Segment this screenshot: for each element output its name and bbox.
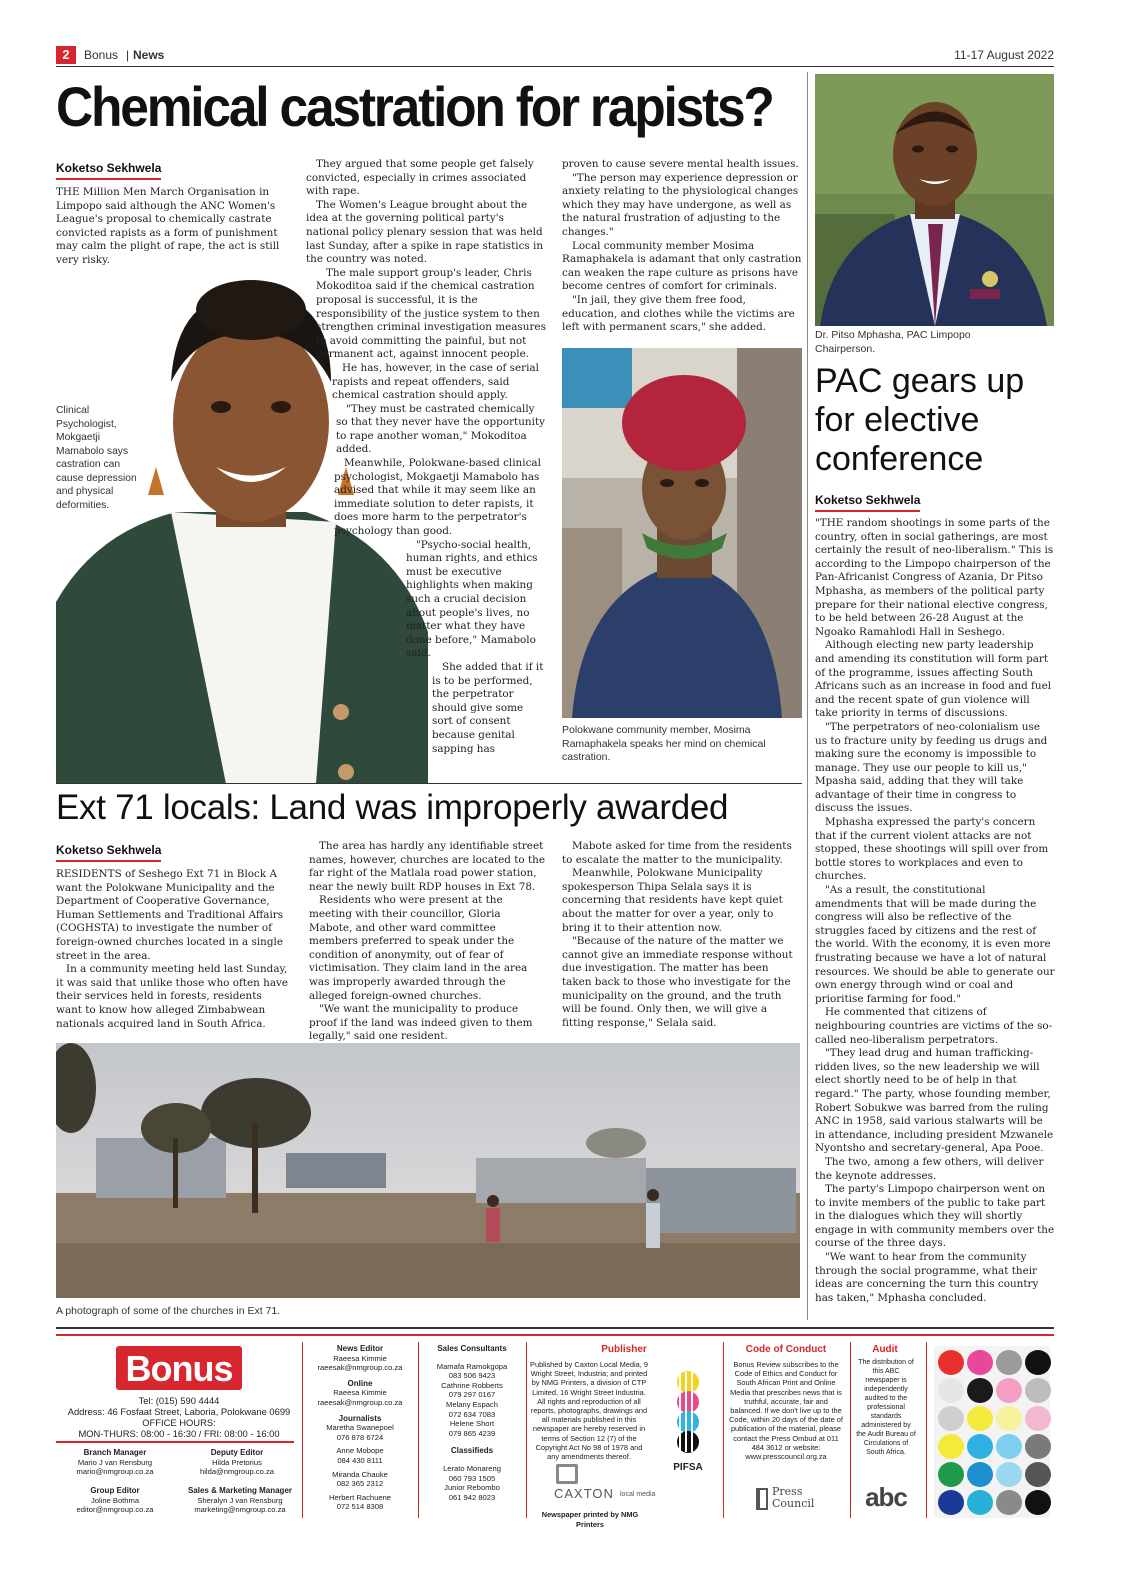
footer-divider-2 [418,1342,419,1518]
footer-logo-text: Bonus [125,1348,233,1389]
story3-p6: He commented that citizens of neighbouring countries are victims of the so-called neo-liberalism perpetrators. [815,1006,1053,1046]
story3-p7: "They lead drug and human trafficking-ridden lives, so the new leadership we will elect shortly need to be of help in that regard." The party, whose founding member, Robert Sobukwe was barred from the ruling ANC in 1958, said various stalwarts will be in attendance, including president Mzwanele Nyontsho and secretary-general, Apa Pooe. [815,1047,1054,1155]
story2-col3-p3: "Because of the nature of the matter we cannot give an immediate response without due investigation. The matter has been taken back to those who investigate for the municipality on the ground, and the truth will be found. Only then, we will give a fitting response," Selala said. [562,935,793,1029]
sales-name: Cathrine Robberts [441,1380,503,1390]
conduct-label: Code of Conduct [745,1344,827,1355]
story2-headline: Ext 71 locals: Land was improperly awarded [56,788,729,827]
online-email[interactable]: raeesak@nmgroup.co.za [317,1397,403,1407]
story3-p9: The party's Limpopo chairperson went on to invite members of the public to take part in the dialogues which they will shortly engage in with community members over the course of the three days. [815,1183,1055,1250]
story2-byline-wrap [56,839,161,862]
color-swatch [938,1490,964,1515]
story-divider [56,783,802,784]
sales-marketing-label: Sales & Marketing Manager [187,1486,293,1495]
deputy-editor-email[interactable]: hilda@nmgroup.co.za [200,1467,274,1477]
color-swatch [1025,1434,1051,1459]
footer-top-rule [56,1327,1054,1329]
story2-col2-p3: "We want the municipality to produce proof if the land was indeed given to them legally," said one resident. [309,1003,533,1043]
color-swatches [934,1346,1050,1518]
color-swatch [1025,1378,1051,1403]
story2-col3-p2: Meanwhile, Polokwane Municipality spokesperson Thipa Selala says it is concerning that residents have kept quiet about the matter for over a year, only to bring it to their attention now. [562,867,783,934]
story1-byline: Koketso Sekhwela [56,161,161,180]
classifieds-label: Classifieds [450,1446,494,1456]
story1-col2-p1: They argued that some people get falsely convicted, especially in crimes associated with rape. [306,158,534,198]
story3-byline-wrap [815,489,920,512]
abc-logo: abc [865,1482,907,1512]
publisher-label: Publisher [601,1344,647,1355]
color-swatch [1025,1462,1051,1487]
pifsa-logo-mark [664,1370,712,1456]
story1-byline-wrap [56,157,161,180]
journalist-phone: 076 878 6724 [336,1432,384,1442]
story2-col3 [562,840,800,1030]
story1-headline: Chemical castration for rapists? [56,75,773,138]
color-swatch [1025,1490,1051,1515]
sales-phone: 083 506 9423 [448,1371,496,1381]
caxton-label: CAXTON [554,1486,614,1501]
deputy-editor-block [178,1448,296,1477]
story1-col2-p3: The male support group's leader, Chris Mokoditoa said if the chemical castration proposal is successful, it is the responsibility of the justice system to then strengthen criminal investigation measures to avoid committing the painful, but not permanent act, against innocent people. [316,266,546,361]
story3-p2: Although electing new party leadership and amending its constitution will form part of the programme, issues affecting South Africans such as an increase in food and fuel and the recent spate of gun violence will take priority in terms of discussions. [815,639,1052,720]
color-swatch [967,1378,993,1403]
journalist-phone: 082 365 2312 [336,1479,384,1489]
color-swatch [967,1406,993,1431]
color-swatch [996,1490,1022,1515]
story1-col2-p2: The Women's League brought about the idea at the governing political party's national policy plenary session that was held last Sunday, after a spike in rape statistics in the country was noted. [306,198,544,266]
press-council-logo [756,1486,826,1516]
color-swatch [996,1462,1022,1487]
color-swatch [938,1406,964,1431]
story1-col3-p1: proven to cause severe mental health issues. [562,158,799,170]
caxton-sub: local media [620,1491,656,1498]
sales-marketing-email[interactable]: marketing@nmgroup.co.za [194,1505,286,1515]
pifsa-logo [664,1370,712,1473]
story1-col2-p7: "Psycho-social health, human rights, and ethics must be executive highlights when making such a crucial decision about people's lives, no matter what they have done before," Mamabolo said. [406,538,538,660]
audit-text: The distribution of this ABC newspaper is independently audited to the professional standards administered by the Audit Bureau of Circulations of South Africa. [856,1359,916,1456]
sales-phone: 079 865 4239 [448,1428,496,1438]
footer-logo [116,1346,242,1390]
page-header [56,46,1054,67]
caxton-logo [554,1464,664,1500]
online-name: Raeesa Kimmie [333,1388,387,1398]
journalist-name: Maretha Swanepoel [326,1423,394,1433]
branch-manager-name: Mario J van Rensburg [77,1457,153,1467]
story1-col2-p5: "They must be castrated chemically so that they never have the opportunity to rape another woman," Mokoditoa added. [336,402,545,456]
section-name: News [133,48,165,62]
deputy-editor-name: Hilda Pretorius [212,1457,262,1467]
color-swatch [996,1378,1022,1403]
publisher-text: Published by Caxton Local Media, 9 Wright Street, Industria; and printed by NMG Printers, a division of CTP Limited, 16 Wright Street Industria. All rights and reproduction of all reports, photographs, drawings and all materials published in this newspaper are hereby reserved in terms of Section 12 (7) of the Copyright Act No 98 of 1978 and any amendments thereof. [530,1360,648,1462]
footer-office-hours: MON-THURS: 08:00 - 16:30 / FRI: 08:00 - 16:00 [78,1428,280,1439]
audit-label: Audit [872,1344,898,1355]
classifieds-phone: 060 793 1505 [448,1473,496,1483]
color-swatch [1025,1406,1051,1431]
caxton-icon [556,1464,578,1484]
sales-label: Sales Consultants [437,1344,507,1353]
community-member-photo [562,348,802,718]
story3-p10: "We want to hear from the community through the social programme, what their ideas are concerning the turn this country has taken," Mphasha concluded. [815,1251,1039,1304]
color-swatch [1025,1350,1051,1375]
footer-divider-4 [723,1342,724,1518]
color-swatch [996,1406,1022,1431]
caption-churches: A photograph of some of the churches in Ext 71. [56,1305,281,1317]
news-editor-email[interactable]: raeesak@nmgroup.co.za [317,1363,403,1373]
classifieds-name: Lerato Monareng [443,1463,501,1473]
story1-col2-p8: She added that if it is to be performed, the perpetrator should give some sort of consent because genital sapping has [432,660,544,755]
classifieds-name: Junior Rebombo [444,1483,500,1493]
color-swatch [996,1434,1022,1459]
color-swatch [996,1350,1022,1375]
press-council-label: Press Council [772,1485,815,1510]
swatch-grid [934,1346,1050,1519]
section-brand: Bonus [84,48,119,62]
group-editor-name: Joline Bothma [90,1495,140,1505]
color-swatch [938,1350,964,1375]
issue-date: 11-17 August 2022 [954,48,1054,62]
story1-col2-p4: He has, however, in the case of serial rapists and repeat offenders, said chemical castration should apply. [332,361,539,402]
journalist-name: Herbert Rachuene [328,1492,392,1502]
footer-staff-rule [56,1441,294,1443]
story1-col3-p3: Local community member Mosima Ramaphakela is adamant that only castration can weaken the rape culture as prisons have become centres of comfort for criminals. [562,239,802,293]
conduct-text: Bonus Review subscribes to the Code of Ethics and Conduct for South African Print and Online Media that prescribes news that is truthful, accurate, fair and balanced. If we don't live up to the Code, within 20 days of the date of publication of the material, please contact the Press Ombud at 011 484 3612 or website: www.presscouncil.org.za [729,1360,843,1462]
story3-p5: "As a result, the constitutional amendments that will be made during the congress will also be reflective of the struggles faced by citizens and the rest of the world. With the economy, it is even more frustrating because we have a lot of natural resources. We should be able to generate our own energy through wind or coal and prioritise farming for food." [815,884,1055,1005]
churches-photo [56,1043,800,1298]
caption-psychologist: Clinical Psychologist, Mokgaetji Mamabolo says castration can cause depression and physical deformities. [56,405,137,511]
journalist-name: Anne Mobope [336,1446,384,1456]
color-swatch [938,1434,964,1459]
page-number: 2 [56,46,76,64]
story2-col2 [309,840,547,1044]
caption-pac-chairperson: Dr. Pitso Mphasha, PAC Limpopo Chairperson. [815,329,971,355]
story3-headline: PAC gears up for elective conference [815,362,1025,478]
group-editor-label: Group Editor [90,1486,140,1495]
sales-name: Mamafa Ramokgopa [436,1361,508,1371]
story2-col2-p2: Residents who were present at the meeting with their councillor, Gloria Mabote, and other ward committee members preferred to speak under the condition of anonymity, out of fear of victimisation. They claim land in the area was improperly awarded through the alleged foreign-owned churches. [309,894,528,1002]
pac-chairperson-photo-art [815,74,1054,326]
story3-p1: "THE random shootings in some parts of the country, often in social gatherings, are most certainly the result of neo-liberalism." This is according to the Limpopo chairperson of the Pan-Africanist Congress of Azania, Dr Pitso Mphasha, as members of the political party prepare for their national elective congress, to be held between 26-28 August at the Ngoako Ramahlodi Hall in Seshego. [815,517,1054,638]
sales-name: Melany Espach [446,1399,498,1409]
story3-p8: The two, among a few others, will deliver the keynote addresses. [815,1155,1044,1182]
online-label: Online [347,1378,373,1388]
color-swatch [967,1490,993,1515]
community-member-photo-art [562,348,802,718]
deputy-editor-label: Deputy Editor [210,1448,264,1457]
story1-col2 [302,158,547,756]
journalist-name: Miranda Chauke [332,1469,388,1479]
news-editor-block [306,1344,414,1512]
story2-byline: Koketso Sekhwela [56,843,161,862]
classifieds-phone: 061 942 8023 [448,1492,496,1502]
footer [56,1334,1054,1529]
story1-col3 [562,158,802,335]
sales-marketing-block [178,1486,302,1515]
color-swatch [938,1378,964,1403]
footer-divider-5 [850,1342,851,1518]
story1-col3-p2: "The person may experience depression or anxiety relating to the physiological changes which they may have undergone, as well as the natural frustration of adjusting to the changes." [562,171,799,238]
story2-col1 [56,868,290,1031]
footer-divider-1 [302,1342,303,1518]
press-council-icon [756,1488,768,1510]
footer-contact [56,1395,302,1439]
footer-office-hours-label: OFFICE HOURS: [142,1417,216,1428]
story2-col1-p2: In a community meeting held last Sunday, it was said that unlike those who often have their services held in forests, residents want to know how alleged Zimbabwean nationals acquired land in South Africa. [56,963,289,1030]
section-separator: | [126,48,130,62]
footer-tel: Tel: (015) 590 4444 [138,1395,220,1406]
pac-chairperson-photo [815,74,1054,326]
story1-col1 [56,186,284,268]
news-editor-name: Raeesa Kimmie [333,1353,387,1363]
story3-p4: Mphasha expressed the party's concern that if the current violent attacks are not stopped, these shootings will spill over from bottle stores to workplaces and even to churches. [815,816,1049,883]
journalist-phone: 084 430 8111 [337,1455,383,1465]
caption-community-member: Polokwane community member, Mosima Ramaphakela speaks her mind on chemical castration. [562,724,766,763]
story2-col1-p1: RESIDENTS of Seshego Ext 71 in Block A want the Polokwane Municipality and the Department of Cooperative Governance, Human Settlements and Traditional Affairs (COGHSTA) to investigate the number of foreign-owned churches located in a single street in the area. [56,868,284,962]
pifsa-label: PIFSA [673,1462,703,1473]
story3-body [815,517,1055,1305]
branch-manager-label: Branch Manager [83,1448,147,1457]
footer-divider-3 [526,1342,527,1518]
journalists-label: Journalists [338,1413,382,1423]
story3-byline: Koketso Sekhwela [815,493,920,512]
branch-manager-block [56,1448,174,1477]
group-editor-block [56,1486,174,1515]
sales-marketing-name: Sheralyn J van Rensburg [197,1495,283,1505]
printed-by: Newspaper printed by NMG Printers [541,1510,639,1529]
story1-col1-p1: THE Million Men March Organisation in Limpopo said although the ANC Women's League's proposal to chemically castrate convicted rapists as a form of punishment may calm the plight of rape, the act is still very risky. [56,186,280,266]
footer-divider-6 [926,1342,927,1518]
churches-photo-art [56,1043,800,1298]
sales-name: Helene Short [449,1419,495,1429]
story1-col3-p4: "In jail, they give them free food, education, and clothes while the victims are left with permanent scars," she added. [562,293,795,334]
color-swatch [938,1462,964,1487]
sales-block [422,1344,522,1502]
story1-col2-p6: Meanwhile, Polokwane-based clinical psychologist, Mokgaetji Mamabolo has advised that while it may seem like an immediate solution to deter rapists, it does more harm to the perpetrator's psychology than good. [334,457,541,538]
journalist-phone: 072 514 8308 [336,1502,384,1512]
branch-manager-email[interactable]: mario@nmgroup.co.za [76,1467,154,1477]
color-swatch [967,1434,993,1459]
group-editor-email[interactable]: editor@nmgroup.co.za [76,1505,154,1515]
sales-phone: 072 634 7083 [448,1409,496,1419]
footer-address: Address: 46 Fosfaat Street, Laboria, Polokwane 0699 [67,1406,291,1417]
color-swatch [967,1462,993,1487]
sidebar-divider [807,72,808,1320]
story2-col2-p1: The area has hardly any identifiable street names, however, churches are located to the far right of the Matlala road power station, near the newly built RDP houses in Ext 78. [309,840,545,893]
color-swatch [967,1350,993,1375]
story3-p3: "The perpetrators of neo-colonialism use us to fracture unity by feeding us drugs and making sure the economy is impossible to manage. They use our people to kill us," Mpasha said, adding that they will take advantage of their time in congress to discuss the issues. [815,720,1048,815]
sales-phone: 079 297 0167 [448,1390,496,1400]
news-editor-label: News Editor [336,1344,384,1353]
story2-col3-p1: Mabote asked for time from the residents to escalate the matter to the municipality. [562,840,792,866]
